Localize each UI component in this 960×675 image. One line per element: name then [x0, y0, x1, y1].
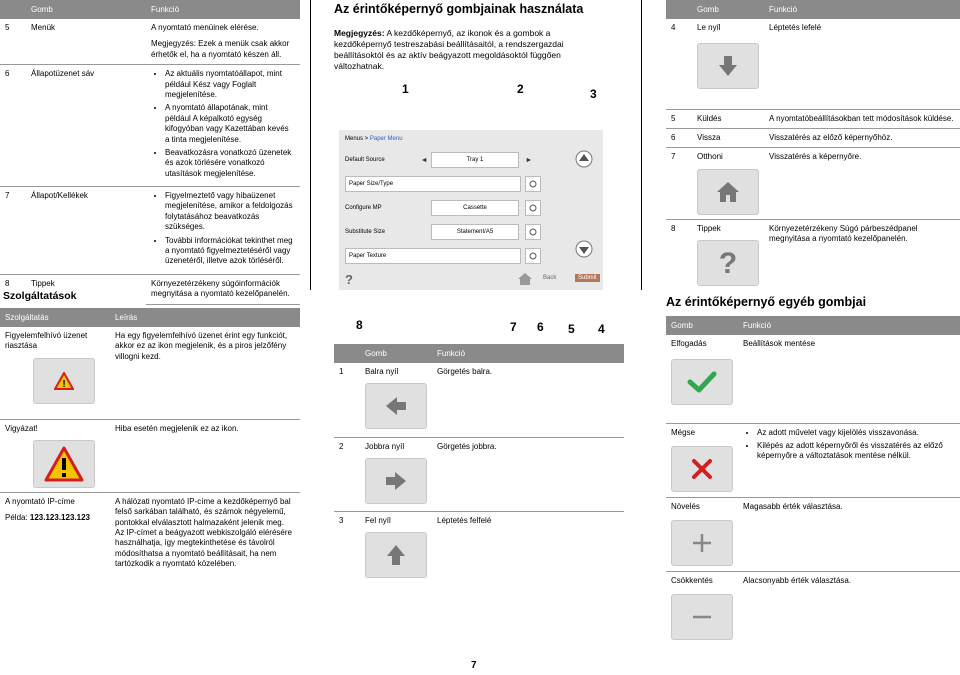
- table-row: Vigyázat! Hiba esetén megjelenik ez az ikon.: [0, 419, 300, 492]
- arrow-down-icon[interactable]: [575, 240, 593, 260]
- note-paragraph: Megjegyzés: A kezdőképernyő, az ikonok és a gombok a kezdőképernyő testreszabási beállításaitól, a rendszergazdai beállításoktól és az aktív beágyazott megoldásoktól függően változhatnak.: [334, 28, 564, 72]
- svg-text:!: !: [62, 378, 66, 390]
- menu-item-default-source[interactable]: Default Source: [345, 157, 385, 163]
- check-icon: [671, 359, 733, 405]
- arrow-up-icon[interactable]: [575, 150, 593, 170]
- table-row: 2 Jobbra nyíl Görgetés jobbra.: [334, 437, 624, 511]
- x-icon: [671, 446, 733, 492]
- submit-button[interactable]: Submit: [575, 274, 600, 282]
- section-title-other-buttons: Az érintőképernyő egyéb gombjai: [666, 295, 867, 309]
- arrow-up-icon: [365, 532, 427, 578]
- divider: [641, 0, 642, 290]
- touchscreen-panel: [339, 130, 603, 290]
- minus-icon: [671, 594, 733, 640]
- left-table: [0, 0, 300, 305]
- table-row: 5 Küldés A nyomtatóbeállításokban tett módosítások küldése.: [666, 109, 960, 128]
- page-title: Az érintőképernyő gombjainak használata: [334, 2, 584, 16]
- home-icon: [697, 169, 759, 215]
- menu-item-paper-size[interactable]: Paper Size/Type: [345, 176, 521, 192]
- table-row: Mégse • Az adott művelet vagy kijelölés visszavonása. • Kilépés az adott képernyőről és visszatérés az előző képernyőre a változtatások mentése nélkül.: [666, 423, 960, 497]
- table-row: 5 Menük A nyomtató menüinek elérése. Megjegyzés: Ezek a menük csak akkor érhetők el, ha a nyomtató készen áll.: [5, 23, 290, 59]
- value-field[interactable]: Cassette: [431, 200, 519, 216]
- arrow-left-icon[interactable]: [417, 152, 427, 168]
- section-title-szolgaltatasok: Szolgáltatások: [3, 290, 77, 302]
- arrow-right-icon: [365, 458, 427, 504]
- radio-icon[interactable]: [525, 224, 541, 240]
- table-row: 3 Fel nyíl Léptetés felfelé: [334, 511, 624, 585]
- menu-item-paper-texture[interactable]: Paper Texture: [345, 248, 521, 264]
- tips-icon[interactable]: ?: [345, 272, 353, 287]
- menu-item-configure-mp[interactable]: Configure MP: [345, 205, 382, 211]
- breadcrumb: Menus > Paper Menu: [345, 136, 403, 142]
- table-row: 8 Tippek ? Környezetérzékeny Súgó párbeszédpanel megnyitása a nyomtató kezelőpanelén.: [666, 219, 960, 291]
- page-number: 7: [471, 660, 477, 671]
- table-row: Elfogadás Beállítások mentése: [666, 335, 960, 423]
- right-table-1: Gomb Funkció 4 Le nyíl Léptetés lefelé 5 Küldés A nyomtatóbeállításokban tett módosítások küldése. 6 Vissza Visszatérés az előző képernyőhöz. 7 Otthoni Visszatérés a képernyőre. 8 Tippek ? Környezetérzékeny Súgó párbeszédpanel megnyitása a nyomtató kezelőpanelén.: [666, 0, 960, 291]
- arrow-left-icon: [365, 383, 427, 429]
- table-row: Figyelemfelhívó üzenet riasztása ! Ha egy figyelemfelhívó üzenet érint egy funkciót, akkor ez az ikon megjelenik, és a piros jelzőfény villogni kezd.: [0, 327, 300, 419]
- table-row: Csökkentés Alacsonyabb érték választása.: [666, 571, 960, 645]
- menu-item-substitute-size[interactable]: Substitute Size: [345, 229, 386, 235]
- alert-small-icon: [33, 358, 95, 404]
- table-row: 6 Állapotüzenet sáv • Az aktuális nyomtatóállapot, mint például Kész vagy Foglalt megjelenítése. • A nyomtató állapotának, mint például A képalkotó egység kifogyóban vagy Kazettában kevés a tinta megjelenítése. • Beavatkozásra vonatkozó üzenetek és azok törlésére vonatkozó utasítások megjelenítése.: [0, 65, 300, 187]
- value-field[interactable]: Statement/A5: [431, 224, 519, 240]
- table-row: 7 Otthoni Visszatérés a képernyőre.: [666, 148, 960, 219]
- radio-icon[interactable]: [525, 248, 541, 264]
- table-row: 6 Vissza Visszatérés az előző képernyőhöz.: [666, 128, 960, 147]
- back-button[interactable]: Back: [543, 275, 557, 281]
- col-gomb: Gomb: [26, 0, 146, 19]
- szolgaltatas-table: Szolgáltatás Leírás Figyelemfelhívó üzenet riasztása ! Ha egy figyelemfelhívó üzenet érint egy funkciót, akkor ez az ikon megjelenik, és a piros jelzőfény villogni kezd. Vigyázat! Hiba esetén megjelenik ez az ikon. A nyomtató IP-címe Példa: 123.123.123.123 A hálózati nyomtató IP-címe a kezdőképernyő bal felső sarkában található, és számok négyelemű, pontokkal elválasztott halmazaként jelenik meg. Az IP-címet a beágyazott webkiszolgáló elérésére használhatja, így megtekinthetése és távolról módosíthatsa a nyomtató beállításait, ha nem tartózkodik a nyomtató közelében.: [0, 308, 300, 574]
- table-row: 8 Tippek Környezetérzékeny súgóinformációk megnyitása a nyomtató kezelőpanelén.: [0, 274, 300, 304]
- middle-table: Gomb Funkció 1 Balra nyíl Görgetés balra. 2 Jobbra nyíl Görgetés jobbra. 3 Fel nyíl Léptetés felfelé: [334, 344, 624, 585]
- warning-triangle-icon: [33, 440, 95, 488]
- table-row: 4 Le nyíl Léptetés lefelé: [666, 19, 960, 109]
- table-row: 1 Balra nyíl Görgetés balra.: [334, 363, 624, 437]
- table-row: 7 Állapot/Kellékek • Figyelmeztető vagy hibaüzenet megjelenítése, amikor a feldolgozás folytatásához beavatkozás szükséges. • További információkat tekinthet meg a nyomtató figyelmeztetéséről vagy üzenetéről, illetve azok törléséről.: [0, 187, 300, 275]
- question-icon: ?: [697, 240, 759, 286]
- arrow-down-icon: [697, 43, 759, 89]
- value-field[interactable]: Tray 1: [431, 152, 519, 168]
- table-row: Növelés Magasabb érték választása.: [666, 497, 960, 571]
- plus-icon: [671, 520, 733, 566]
- arrow-right-icon[interactable]: [523, 152, 533, 168]
- radio-icon[interactable]: [525, 200, 541, 216]
- divider: [310, 0, 311, 290]
- radio-icon[interactable]: [525, 176, 541, 192]
- table-row: A nyomtató IP-címe Példa: 123.123.123.123 A hálózati nyomtató IP-címe a kezdőképernyő bal felső sarkában található, és számok négyelemű, pontokkal elválasztott halmazaként jelenik meg. Az IP-címet a beágyazott webkiszolgáló elérésére használhatja, így megtekinthetése és távolról módosíthatsa a nyomtató beállításait, ha nem tartózkodik a nyomtató közelében.: [0, 492, 300, 573]
- right-table-2: Gomb Funkció Elfogadás Beállítások mentése Mégse • Az adott művelet vagy kijelölés visszavonása. • Kilépés az adott képernyőről és visszatérés az előző képernyőre a változtatások mentése nélkül. Növelés Magasabb érték választása. Csökkentés Alacsonyabb érték választása.: [666, 316, 960, 645]
- col-funkcio: Funkció: [146, 0, 300, 19]
- home-icon[interactable]: [517, 272, 533, 288]
